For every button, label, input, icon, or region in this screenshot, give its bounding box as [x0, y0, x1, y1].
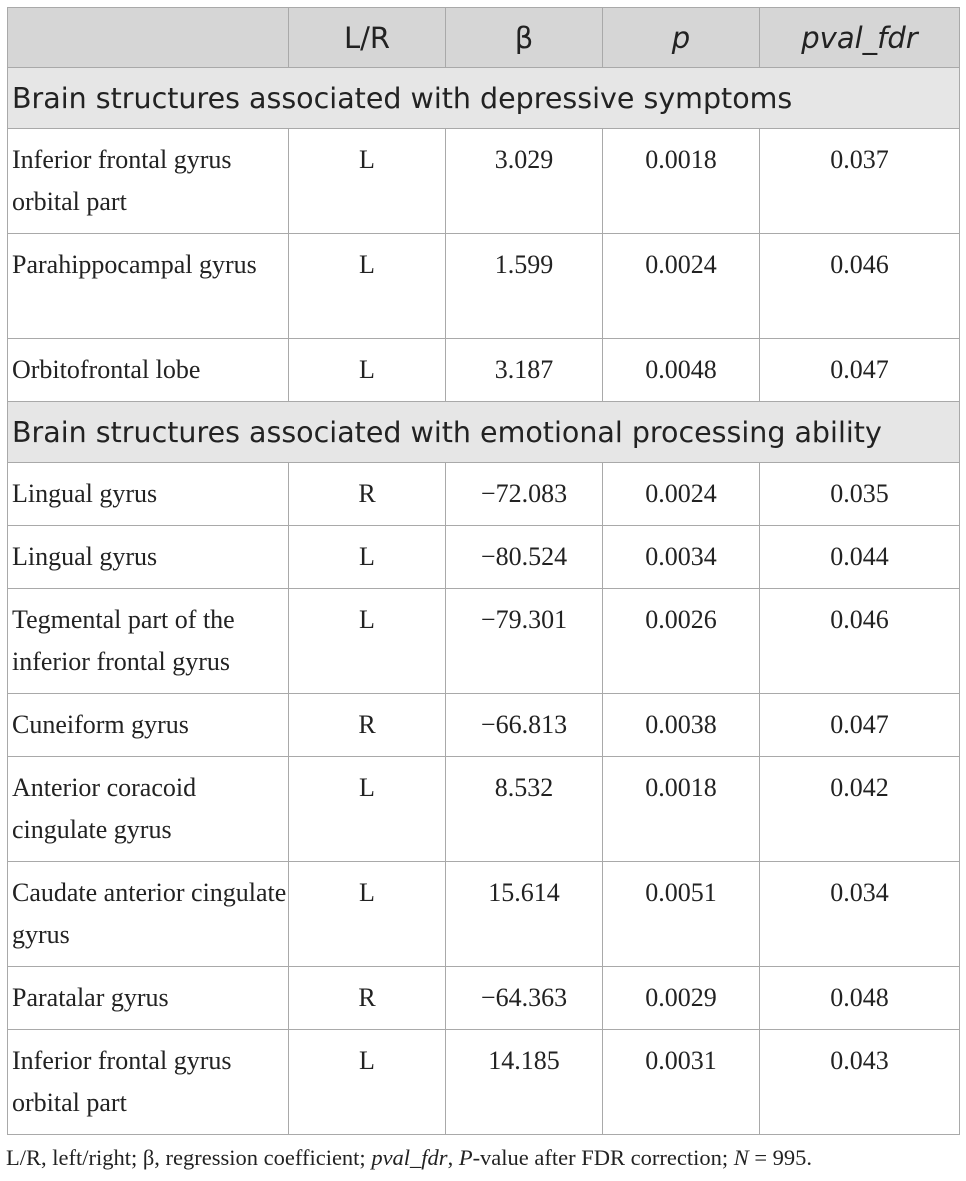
table-row — [8, 463, 960, 526]
structure-cell: Cuneiform gyrus — [8, 694, 289, 757]
section-title: Brain structures associated with emotional processing ability — [8, 402, 960, 463]
footnote-text: L/R, left/right; β, regression coefficient; — [6, 1145, 372, 1170]
structure-cell: Lingual gyrus — [8, 463, 289, 526]
side-cell: L — [289, 339, 446, 402]
p-cell: 0.0029 — [603, 967, 760, 1030]
side-cell: L — [289, 862, 446, 967]
footnote-pval-fdr-term: pval_fdr — [371, 1145, 448, 1170]
p-cell: 0.0051 — [603, 862, 760, 967]
table-row — [8, 694, 960, 757]
footnote-n-term: N — [733, 1145, 749, 1170]
p-cell: 0.0018 — [603, 129, 760, 234]
table-row — [8, 234, 960, 339]
table-row — [8, 967, 960, 1030]
header-row — [8, 8, 960, 68]
table-row — [8, 526, 960, 589]
pval-fdr-cell: 0.046 — [760, 234, 960, 339]
footnote-text: -value after FDR correction; — [472, 1145, 734, 1170]
structure-cell: Tegmental part of the inferior frontal gyrus — [8, 589, 289, 694]
header-beta: β — [446, 8, 603, 68]
beta-cell: −64.363 — [446, 967, 603, 1030]
side-cell: L — [289, 757, 446, 862]
pval-fdr-cell: 0.046 — [760, 589, 960, 694]
pval-fdr-cell: 0.044 — [760, 526, 960, 589]
beta-cell: −72.083 — [446, 463, 603, 526]
structure-cell: Orbitofrontal lobe — [8, 339, 289, 402]
p-cell: 0.0038 — [603, 694, 760, 757]
table-row — [8, 589, 960, 694]
structure-cell: Parahippocampal gyrus — [8, 234, 289, 339]
brain-structures-table — [7, 7, 960, 1135]
beta-cell: 8.532 — [446, 757, 603, 862]
beta-cell: 1.599 — [446, 234, 603, 339]
structure-cell: Inferior frontal gyrus orbital part — [8, 129, 289, 234]
results-table-container — [7, 7, 959, 1135]
p-cell: 0.0018 — [603, 757, 760, 862]
table-row — [8, 1030, 960, 1135]
table-row — [8, 757, 960, 862]
pval-fdr-cell: 0.042 — [760, 757, 960, 862]
pval-fdr-cell: 0.048 — [760, 967, 960, 1030]
p-cell: 0.0024 — [603, 463, 760, 526]
structure-cell: Anterior coracoid cingulate gyrus — [8, 757, 289, 862]
footnote-p-term: P — [458, 1145, 473, 1170]
beta-cell: −79.301 — [446, 589, 603, 694]
table-row — [8, 129, 960, 234]
side-cell: R — [289, 463, 446, 526]
side-cell: L — [289, 129, 446, 234]
header-p: p — [603, 8, 760, 68]
beta-cell: 3.187 — [446, 339, 603, 402]
p-cell: 0.0026 — [603, 589, 760, 694]
footnote-text: = 995. — [748, 1145, 813, 1170]
side-cell: L — [289, 234, 446, 339]
side-cell: R — [289, 694, 446, 757]
header-pval-fdr: pval_fdr — [760, 8, 960, 68]
p-cell: 0.0031 — [603, 1030, 760, 1135]
beta-cell: 15.614 — [446, 862, 603, 967]
side-cell: R — [289, 967, 446, 1030]
section-header-depressive — [8, 68, 960, 129]
side-cell: L — [289, 1030, 446, 1135]
pval-fdr-cell: 0.034 — [760, 862, 960, 967]
pval-fdr-cell: 0.037 — [760, 129, 960, 234]
beta-cell: 3.029 — [446, 129, 603, 234]
table-row — [8, 339, 960, 402]
structure-cell: Inferior frontal gyrus orbital part — [8, 1030, 289, 1135]
beta-cell: −80.524 — [446, 526, 603, 589]
footnote-text: , — [447, 1145, 459, 1170]
structure-cell: Caudate anterior cingulate gyrus — [8, 862, 289, 967]
beta-cell: 14.185 — [446, 1030, 603, 1135]
pval-fdr-cell: 0.047 — [760, 339, 960, 402]
structure-cell: Paratalar gyrus — [8, 967, 289, 1030]
pval-fdr-cell: 0.047 — [760, 694, 960, 757]
section-title: Brain structures associated with depressive symptoms — [8, 68, 960, 129]
structure-cell: Lingual gyrus — [8, 526, 289, 589]
header-structure — [8, 8, 289, 68]
pval-fdr-cell: 0.043 — [760, 1030, 960, 1135]
table-footnote — [6, 1145, 812, 1171]
table-row — [8, 862, 960, 967]
p-cell: 0.0048 — [603, 339, 760, 402]
side-cell: L — [289, 526, 446, 589]
p-cell: 0.0034 — [603, 526, 760, 589]
beta-cell: −66.813 — [446, 694, 603, 757]
header-lr: L/R — [289, 8, 446, 68]
section-header-emotional — [8, 402, 960, 463]
side-cell: L — [289, 589, 446, 694]
pval-fdr-cell: 0.035 — [760, 463, 960, 526]
p-cell: 0.0024 — [603, 234, 760, 339]
